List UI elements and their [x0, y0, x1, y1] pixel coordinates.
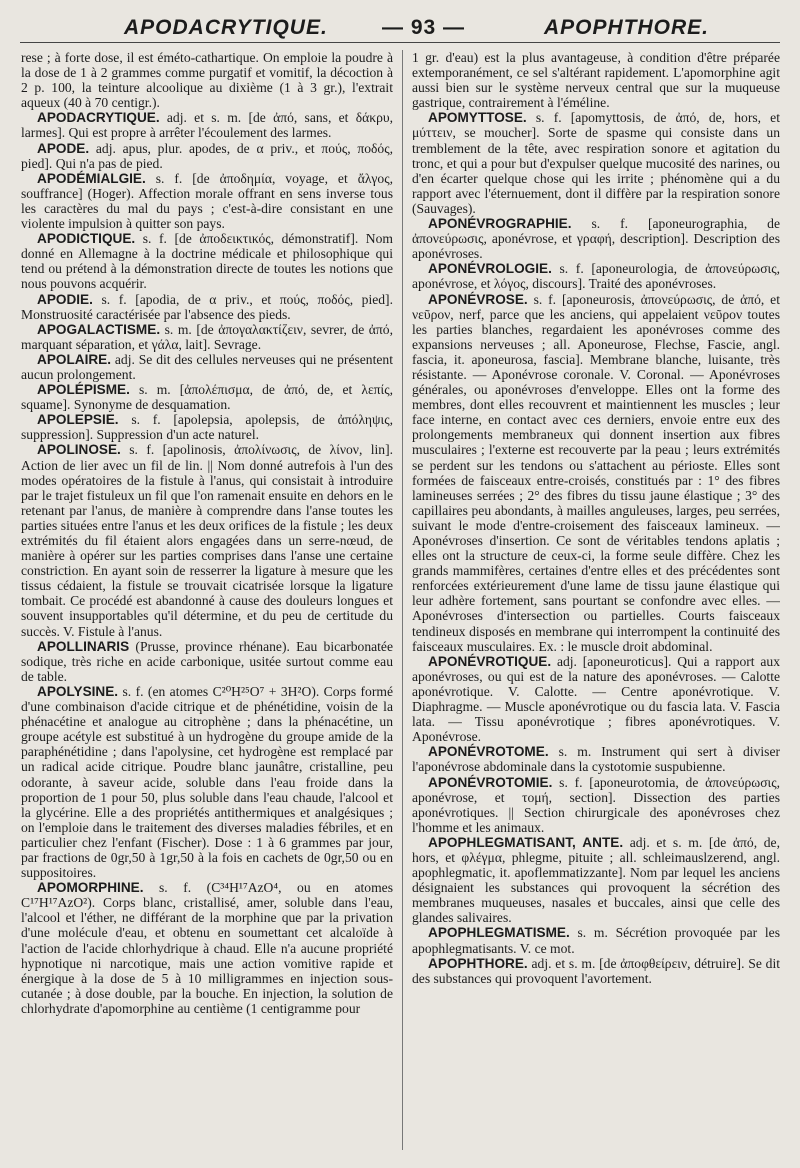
entry-definition: (Prusse, province rhénane). Eau bicarbonatée sodique, très riche en acide carbonique, usitée surtout comme eau de table. [21, 638, 393, 684]
entry-definition: s. f. [apolepsia, apolepsis, de ἀπόληψις, suppression]. Suppression d'un acte naturel. [21, 412, 393, 443]
entry-definition: s. m. [ἀπολέπισμα, de ἀπό, de, et λεπίς, squame]. Synonyme de desquamation. [21, 382, 393, 413]
entry-definition: s. f. [apolinosis, ἀπολίνωσις, de λίνον, lin]. Action de lier avec un fil de lin. || Nom donné autrefois à l'un des modes opératoires de la fistule à l'anus, qui consistait à introduire par le trajet fistuleux un fil que l'on ramenait ensuite en dehors en le retenant par l'anus, de manière à comprendre dans l'anse toutes les parties situées entre l'anus et les deux orifices de la fistule ; les deux extrémités du fil étaient alors engagées dans un serre-nœud, de manière à opérer sur les parties comprises dans l'anse une certaine constriction. En ayant soin de resserrer la ligature à mesure que les tissus cédaient, la fistule se trouvait cicatrisée lorsque la ligature tombait. Ce procédé est abandonné à cause des douleurs longues et souvent insupportables qu'il détermine, et du peu de certitude du succès. V. Fistule à l'anus. [21, 442, 393, 639]
dictionary-entry [21, 639, 393, 684]
entry-headword: APODIE. [37, 291, 93, 307]
entry-definition: s. f. [de ἀποδεικτικός, démonstratif]. Nom donné en Allemagne à la doctrine médicale et philosophique qui tend ou prétend à la démonstration directe de toutes les notions que nous pouvons acquérir. [21, 231, 393, 292]
running-head [20, 14, 780, 43]
entry-definition: adj. et s. m. [de ἀποφθείρειν, détruire]. Se dit des substances qui provoquent l'avortement. [412, 955, 780, 986]
entry-headword: APONÉVROLOGIE. [428, 261, 552, 277]
column-divider [402, 50, 403, 1150]
entry-definition: s. f. [aponeurotomia, de ἀπονεύρωσις, aponévrose, et τομή, section]. Dissection des parties aponévrotiques. || Section chirurgicale des aponévroses chez l'homme et les animaux. [412, 774, 780, 835]
dictionary-entry [412, 654, 780, 745]
entry-definition: s. f. [aponeurosis, ἀπονεύρωσις, de ἀπό, et νεῦρον, nerf, parce que les anciens, qui appelaient νεῦρον toutes les parties blanches, regardaient les aponévroses comme des expansions nerveuses ; all. Aponeurose, Flechse, Fascie, angl. fascia, it. aponeurosa, fascia]. Membrane blanche, luisante, très résistante. — Aponévrose coronale. V. Coronal. — Aponévroses générales, ou aponévroses d'enveloppe. Elles ont la forme des membres, dont elles recouvrent et maintiennent les muscles ; leur face interne, en contact avec ces derniers, envoie entre eux des prolongements membraneux qui donnent insertion aux fibres musculaires ; l'externe est recouverte par la peau ; leurs extrémités se perdent sur les tendons ou s'attachent au périoste. Elles sont formées de faisceaux entre-croisés, constitués par : 1° des fibres lamineuses serrées ; 2° des fibres du tissu jaune élastique ; 3° des capillaires peu abondants, à mailles anguleuses, larges, peu serrées, suivant le mode d'entre-croisement des faisceaux lamineux. — Aponévroses d'insertion. Ce sont de véritables tendons aplatis ; elles ont la structure de ceux-ci, la forme seule diffère. Chez les grands mammifères, certaines d'entre elles et des précédentes sont renforcées extérieurement d'une lame de tissu jaune élastique qui leur adhère fortement, sans pourtant se confondre avec elles. — Aponévroses d'intersection ou partielles. Courts faisceaux tendineux disposés en membrane qui interrompent la continuité des faisceaux musculaires. Ex. : le muscle droit abdominal. [412, 291, 780, 654]
entry-headword: APONÉVROTOMIE. [428, 774, 553, 790]
entry-definition: adj. Se dit des cellules nerveuses qui ne présentent aucun prolongement. [21, 351, 393, 382]
entry-headword: APONÉVROTOME. [428, 744, 549, 760]
right-column [412, 50, 780, 1162]
entry-definition: s. f. [apomyttosis, de ἀπό, de, hors, et μύττειν, se moucher]. Sorte de spasme qui consiste dans un tremblement de la tête, avec respiration sonore et agitation du tronc, et qui a pour but d'expulser quelque mucosité des narines, ou d'en écarter quelque chose qui les irrite ; phénomène qui a du rapport avec l'éternuement, dont il diffère par la respiration sonore (Sauvages). [412, 110, 780, 216]
dictionary-entry [21, 231, 393, 291]
dictionary-entry [21, 684, 393, 880]
dictionary-entry [21, 171, 393, 231]
dictionary-entry [412, 956, 780, 986]
dictionary-entry [21, 442, 393, 638]
dictionary-entry [21, 110, 393, 140]
entry-definition: s. f. [aponeurographia, de ἀπονεύρωσις, aponévrose, et γραφή, description]. Description des aponévroses. [412, 216, 780, 262]
dictionary-entry [412, 925, 780, 955]
entry-definition: s. m. [de ἀπογαλακτίζειν, sevrer, de ἀπό, marquant séparation, et γάλα, lait]. Sevrage. [21, 321, 393, 352]
dictionary-entry [412, 261, 780, 291]
entry-definition: s. f. (C³⁴H¹⁷AzO⁴, ou en atomes C¹⁷H¹⁷AzO²). Corps blanc, cristallisé, amer, soluble dans l'eau, l'alcool et l'éther, ne différant de la morphine que par la privation d'une molécule d'eau, et obtenu en soumettant cet alcaloïde à l'action de l'acide chlorhydrique à chaud. Elle n'a aucune propriété hypnotique ni narcotique, mais une action vomitive rapide et énergique à la dose de 5 à 10 milligrammes en injection sous-cutanée ; à dose double, par la bouche. En injection, la solution de chlorhydrate d'apomorphine au centième (1 centigramme pour [21, 880, 393, 1016]
dictionary-entry [412, 50, 780, 110]
entry-headword: APOLEPSIE. [37, 412, 119, 428]
entry-headword: APOLINOSE. [37, 442, 121, 458]
dictionary-entry [21, 412, 393, 442]
entry-headword: APODACRYTIQUE. [37, 110, 160, 126]
header-left-word: APODACRYTIQUE. [124, 16, 328, 39]
page-number: — 93 — [382, 16, 466, 39]
entry-definition: s. f. (en atomes C²⁰H²⁵O⁷ + 3H²O). Corps formé d'une combinaison d'acide citrique et de phénétidine, voisin de la phénacétine et analogue au citrophène ; dans la phénacétine, un groupe acétyle est substitué à un hydrogène du groupe amide de la paraphénétidine ; dans l'apolysine, cet hydrogène est remplacé par un radical acide citrique. Poudre blanc jaunâtre, cristalline, peu odorante, à saveur acide, soluble dans l'eau froide dans la proportion de 1 pour 50, plus soluble dans l'eau chaude, l'alcool et la glycérine. Elle a des propriétés antithermiques et analgésiques ; on l'emploie dans le traitement des diverses maladies fébriles, et en particulier chez l'enfant (Fischer). Dose : 1 à 6 grammes par jour, par fractions de 0gr,50 à 1gr,50 à la fois en cachets de 0gr,50 ou en suppositoires. [21, 683, 393, 881]
entry-headword: APOPHLEGMATISME. [428, 925, 570, 941]
entry-headword: APOGALACTISME. [37, 321, 161, 337]
dictionary-entry [21, 141, 393, 171]
entry-definition: adj. et s. m. [de ἀπό, de, hors, et φλέγμα, phlegme, pituite ; all. schleimauslzerend, angl. apophlegmatic, it. apoflemmatizzante]. Nom par lequel les anciens désignaient les substances qui provoquent la sécrétion des membranes muqueuses, nasales et buccales, ainsi que celle des glandes salivaires. [412, 834, 780, 926]
dictionary-entry [412, 292, 780, 654]
entry-headword: APODE. [37, 140, 90, 156]
entry-definition: 1 gr. d'eau) est la plus avantageuse, à condition d'être préparée extemporanément, ce sel s'altérant rapidement. L'apomorphine agit aussi bien sur le système nerveux central que sur la muqueuse gastrique, contrairement à l'éméline. [412, 50, 780, 111]
entry-headword: APONÉVROTIQUE. [428, 653, 552, 669]
entry-headword: APODICTIQUE. [37, 231, 136, 247]
dictionary-entry [412, 216, 780, 261]
entry-headword: APONÉVROSE. [428, 291, 528, 307]
dictionary-entry [21, 292, 393, 322]
entry-definition: s. m. Sécrétion provoquée par les apophlegmatisants. V. ce mot. [412, 925, 780, 956]
entry-definition: rese ; à forte dose, il est éméto-cathartique. On emploie la poudre à la dose de 1 à 2 grammes comme purgatif et vomitif, la décoction à 2 p. 100, la teinture alcoolique au dixième (1 à 3 gr.), l'extrait aqueux (40 à 70 centigr.). [21, 50, 393, 111]
entry-headword: APOLÉPISME. [37, 382, 130, 398]
dictionary-entry [412, 775, 780, 835]
dictionary-entry [21, 50, 393, 110]
entry-headword: APODÉMIALGIE. [37, 170, 146, 186]
dictionary-entry [21, 352, 393, 382]
entry-headword: APOLLINARIS [37, 638, 130, 654]
entry-headword: APOPHLEGMATISANT, ANTE. [428, 834, 624, 850]
header-right-word: APOPHTHORE. [544, 16, 710, 39]
dictionary-entry [21, 322, 393, 352]
entry-headword: APOPHTHORE. [428, 955, 528, 971]
entry-definition: s. f. [aponeurologia, de ἀπονεύρωσις, aponévrose, et λόγος, discours]. Traité des aponévroses. [412, 261, 780, 292]
entry-headword: APONÉVROGRAPHIE. [428, 216, 572, 232]
entry-definition: s. m. Instrument qui sert à diviser l'aponévrose abdominale dans la cystotomie suspubienne. [412, 744, 780, 775]
dictionary-entry [412, 835, 780, 926]
entry-definition: s. f. [apodia, de α priv., et πούς, ποδός, pied]. Monstruosité caractérisée par l'absence des pieds. [21, 291, 393, 322]
entry-definition: adj. et s. m. [de ἀπό, sans, et δάκρυ, larmes]. Qui est propre à arrêter l'écoulement des larmes. [21, 110, 393, 141]
dictionary-entry [21, 382, 393, 412]
entry-headword: APOMYTTOSE. [428, 110, 527, 126]
entry-definition: adj. apus, plur. apodes, de α priv., et πούς, ποδός, pied]. Qui n'a pas de pied. [21, 140, 393, 171]
entry-headword: APOMORPHINE. [37, 880, 144, 896]
dictionary-entry [21, 880, 393, 1016]
dictionary-entry [412, 110, 780, 216]
left-column [21, 50, 393, 1162]
entry-headword: APOLAIRE. [37, 351, 112, 367]
dictionary-entry [412, 744, 780, 774]
entry-headword: APOLYSINE. [37, 683, 119, 699]
entry-definition: adj. [aponeuroticus]. Qui a rapport aux aponévroses, ou qui est de la nature des aponévroses. — Calotte aponévrotique. V. Calotte. — Centre aponévrotique. V. Diaphragme. — Muscle aponévrotique ou du fascia lata. V. Fascia lata. — Tissu aponévrotique ; fibres aponévrotiques. V. Aponévrose. [412, 653, 780, 745]
entry-definition: s. f. [de ἀποδημία, voyage, et ἄλγος, souffrance] (Hoger). Affection morale offrant en sens inverse tous les caractères du mal du pays ; c'est-à-dire consistant en une violente impulsion à quitter son pays. [21, 170, 393, 232]
